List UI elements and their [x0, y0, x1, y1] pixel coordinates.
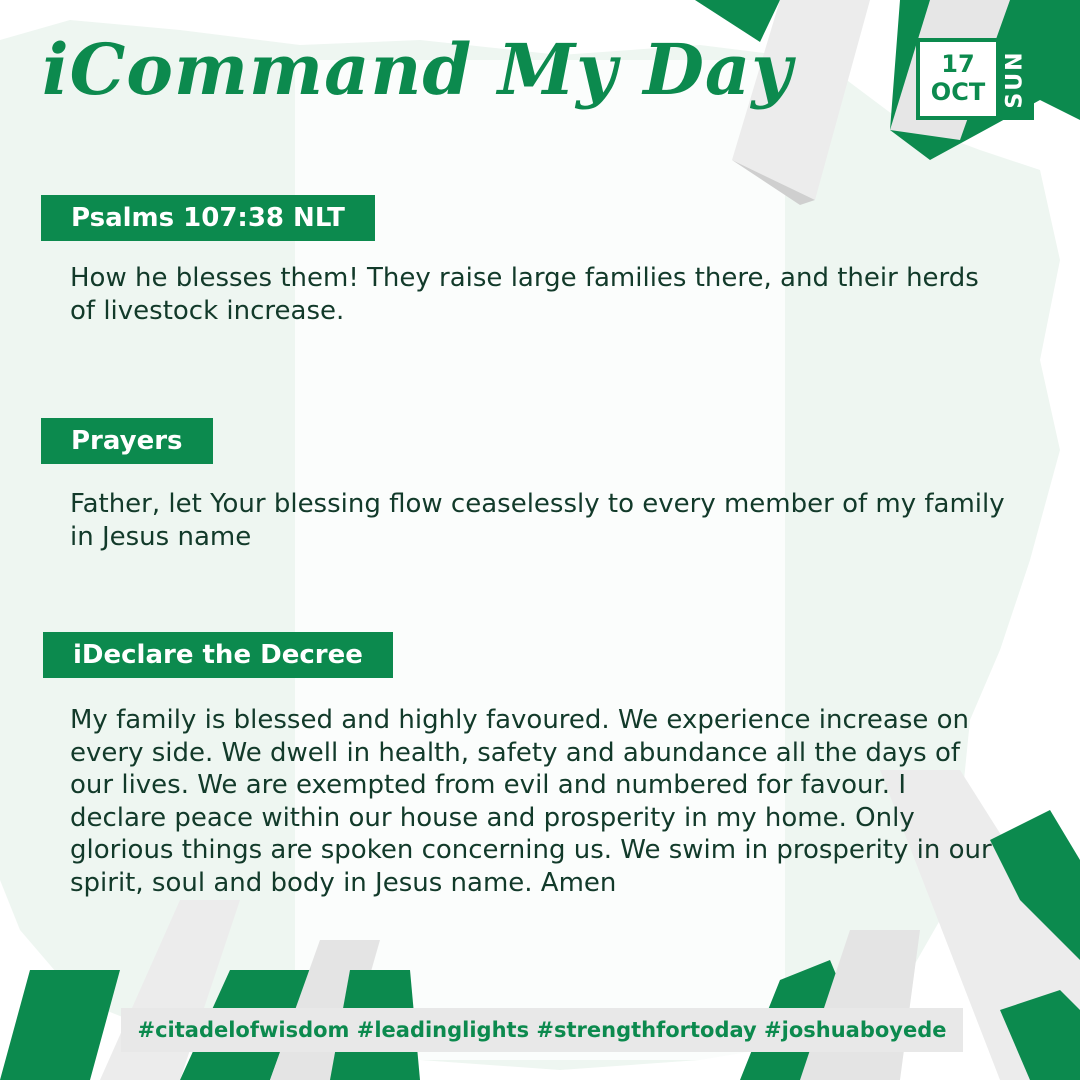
date-weekday-wrap: [1000, 42, 1030, 116]
ribbon-green-bottom-a: [0, 970, 120, 1080]
prayers-label: Prayers: [41, 418, 213, 464]
decree-label: iDeclare the Decree: [43, 632, 393, 678]
decree-text: My family is blessed and highly favoured. We experience increase on every side. We dwell in health, safety and abundance all the days of our lives. We are exempted from evil and numbered for favour. I declare peace within our house and prosperity in my home. Only glorious things are spoken concerning us. We swim in prosperity in our spirit, soul and body in Jesus name. Amen: [70, 705, 992, 898]
hashtags-bar: #citadelofwisdom #leadinglights #strengthfortoday #joshuaboyede: [121, 1008, 963, 1052]
date-weekday: SUN: [1002, 49, 1028, 109]
scripture-label: Psalms 107:38 NLT: [41, 195, 375, 241]
prayers-text: Father, let Your blessing flow ceaselessly to every member of my family in Jesus name: [70, 489, 1005, 552]
date-month: OCT: [930, 78, 986, 106]
date-badge: [916, 38, 1034, 120]
date-inner: [920, 42, 996, 116]
date-day: 17: [941, 50, 975, 78]
page-title: iCommand My Day: [42, 28, 793, 111]
scripture-text: How he blesses them! They raise large families there, and their herds of livestock increase.: [70, 263, 979, 326]
